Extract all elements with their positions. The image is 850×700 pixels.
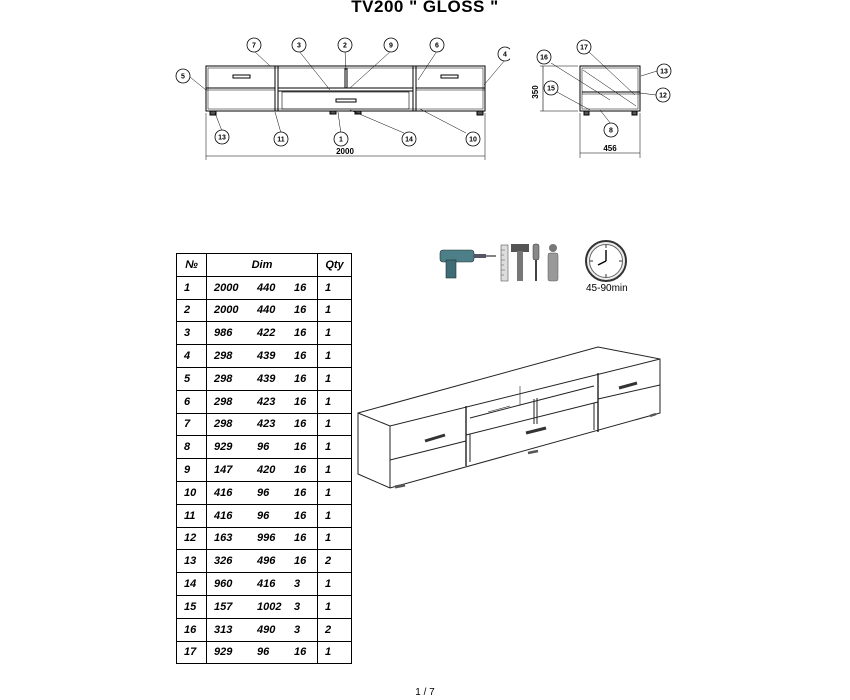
- cell-qty: 1: [318, 573, 352, 596]
- cell-dim-3: 3: [287, 595, 318, 618]
- screwdriver-icon: [533, 244, 539, 281]
- cell-qty: 1: [318, 390, 352, 413]
- tools-icons: [438, 240, 573, 285]
- cell-qty: 1: [318, 436, 352, 459]
- cell-dim-1: 298: [207, 413, 251, 436]
- cell-dim-3: 16: [287, 367, 318, 390]
- callout-label: 11: [277, 136, 285, 144]
- cell-no: 15: [177, 595, 207, 618]
- hammer-icon: [511, 244, 529, 281]
- cell-qty: 2: [318, 550, 352, 573]
- side-view-drawing: [520, 35, 680, 160]
- cell-dim-1: 416: [207, 504, 251, 527]
- table-row: [177, 345, 352, 368]
- cell-dim-2: 440: [250, 276, 287, 299]
- table-row: [177, 299, 352, 322]
- cell-qty: 1: [318, 345, 352, 368]
- cell-qty: 1: [318, 367, 352, 390]
- cell-no: 1: [177, 276, 207, 299]
- cell-dim-3: 16: [287, 504, 318, 527]
- cell-dim-2: 1002: [250, 595, 287, 618]
- drill-icon: [440, 250, 496, 278]
- callout-label: 1: [339, 136, 343, 144]
- cell-no: 9: [177, 459, 207, 482]
- cell-qty: 1: [318, 413, 352, 436]
- table-row: [177, 413, 352, 436]
- cell-no: 2: [177, 299, 207, 322]
- cell-dim-1: 986: [207, 322, 251, 345]
- cell-no: 12: [177, 527, 207, 550]
- cell-dim-1: 2000: [207, 276, 251, 299]
- cell-dim-2: 423: [250, 390, 287, 413]
- header-dim: Dim: [207, 254, 318, 277]
- cell-no: 11: [177, 504, 207, 527]
- cell-qty: 1: [318, 481, 352, 504]
- cell-dim-1: 298: [207, 367, 251, 390]
- cell-dim-3: 16: [287, 299, 318, 322]
- cell-qty: 1: [318, 527, 352, 550]
- table-row: [177, 595, 352, 618]
- table-row: [177, 390, 352, 413]
- cell-dim-2: 96: [250, 436, 287, 459]
- callout-label: 2: [343, 42, 347, 50]
- cell-dim-3: 16: [287, 527, 318, 550]
- callout-label: 15: [547, 85, 555, 93]
- cell-dim-1: 416: [207, 481, 251, 504]
- table-row: [177, 367, 352, 390]
- width-dimension: 2000: [336, 147, 354, 156]
- cell-dim-2: 439: [250, 367, 287, 390]
- cell-no: 17: [177, 641, 207, 664]
- cell-qty: 1: [318, 299, 352, 322]
- table-header-row: [177, 254, 352, 277]
- document-title: TV200 " GLOSS ": [351, 0, 499, 16]
- cell-dim-2: 96: [250, 641, 287, 664]
- callout-label: 7: [252, 42, 256, 50]
- cell-dim-3: 16: [287, 459, 318, 482]
- table-row: [177, 618, 352, 641]
- callout-label: 4: [503, 51, 507, 59]
- person-icon: [548, 244, 558, 281]
- cell-no: 16: [177, 618, 207, 641]
- ruler-icon: [501, 245, 508, 281]
- assembly-time: 45-90min: [586, 283, 628, 294]
- cell-dim-1: 147: [207, 459, 251, 482]
- callout-label: 17: [580, 44, 588, 52]
- cell-qty: 1: [318, 504, 352, 527]
- cell-dim-2: 490: [250, 618, 287, 641]
- cell-dim-3: 16: [287, 550, 318, 573]
- cell-qty: 1: [318, 459, 352, 482]
- isometric-view-drawing: [350, 340, 670, 500]
- cell-dim-1: 960: [207, 573, 251, 596]
- cell-dim-2: 420: [250, 459, 287, 482]
- callout-label: 12: [659, 92, 667, 100]
- cell-dim-1: 163: [207, 527, 251, 550]
- cell-dim-2: 496: [250, 550, 287, 573]
- table-row: [177, 527, 352, 550]
- clock-icon: [584, 239, 628, 283]
- callout-label: 5: [181, 73, 185, 81]
- cell-dim-1: 929: [207, 436, 251, 459]
- cell-qty: 1: [318, 595, 352, 618]
- cell-dim-3: 3: [287, 573, 318, 596]
- cell-dim-3: 16: [287, 641, 318, 664]
- cell-dim-3: 16: [287, 436, 318, 459]
- table-row: [177, 641, 352, 664]
- header-qty: Qty: [318, 254, 352, 277]
- cell-dim-1: 326: [207, 550, 251, 573]
- cell-dim-1: 298: [207, 390, 251, 413]
- cell-no: 10: [177, 481, 207, 504]
- table-row: [177, 481, 352, 504]
- callout-label: 13: [218, 134, 226, 142]
- cell-no: 7: [177, 413, 207, 436]
- cell-dim-3: 16: [287, 345, 318, 368]
- cell-dim-2: 96: [250, 481, 287, 504]
- callout-label: 8: [609, 127, 613, 135]
- height-dimension: 350: [531, 85, 540, 99]
- cell-no: 3: [177, 322, 207, 345]
- callout-label: 6: [435, 42, 439, 50]
- cell-dim-3: 3: [287, 618, 318, 641]
- cell-dim-2: 416: [250, 573, 287, 596]
- table-row: [177, 436, 352, 459]
- header-no: №: [177, 254, 207, 277]
- cell-dim-1: 929: [207, 641, 251, 664]
- callout-label: 13: [660, 68, 668, 76]
- front-view-drawing: [170, 35, 510, 160]
- cell-dim-1: 157: [207, 595, 251, 618]
- cell-dim-3: 16: [287, 413, 318, 436]
- cell-qty: 2: [318, 618, 352, 641]
- cell-no: 4: [177, 345, 207, 368]
- callout-label: 16: [540, 54, 548, 62]
- cell-dim-3: 16: [287, 390, 318, 413]
- callout-label: 3: [297, 42, 301, 50]
- cell-dim-1: 298: [207, 345, 251, 368]
- page-number: 1 / 7: [415, 687, 435, 698]
- cell-no: 8: [177, 436, 207, 459]
- cell-dim-1: 2000: [207, 299, 251, 322]
- cell-dim-2: 96: [250, 504, 287, 527]
- cell-dim-2: 440: [250, 299, 287, 322]
- table-row: [177, 573, 352, 596]
- cell-qty: 1: [318, 322, 352, 345]
- cell-no: 14: [177, 573, 207, 596]
- callout-label: 10: [469, 136, 477, 144]
- cell-qty: 1: [318, 276, 352, 299]
- cell-dim-3: 16: [287, 481, 318, 504]
- cell-dim-2: 422: [250, 322, 287, 345]
- table-row: [177, 550, 352, 573]
- callout-label: 9: [389, 42, 393, 50]
- cell-no: 13: [177, 550, 207, 573]
- callout-label: 14: [405, 136, 413, 144]
- table-row: [177, 322, 352, 345]
- depth-dimension: 456: [603, 144, 617, 153]
- table-row: [177, 504, 352, 527]
- table-row: [177, 459, 352, 482]
- cell-dim-2: 423: [250, 413, 287, 436]
- cell-dim-2: 996: [250, 527, 287, 550]
- cell-dim-2: 439: [250, 345, 287, 368]
- parts-table: [176, 253, 352, 664]
- table-row: [177, 276, 352, 299]
- cell-dim-1: 313: [207, 618, 251, 641]
- cell-no: 5: [177, 367, 207, 390]
- cell-dim-3: 16: [287, 276, 318, 299]
- cell-dim-3: 16: [287, 322, 318, 345]
- cell-no: 6: [177, 390, 207, 413]
- cell-qty: 1: [318, 641, 352, 664]
